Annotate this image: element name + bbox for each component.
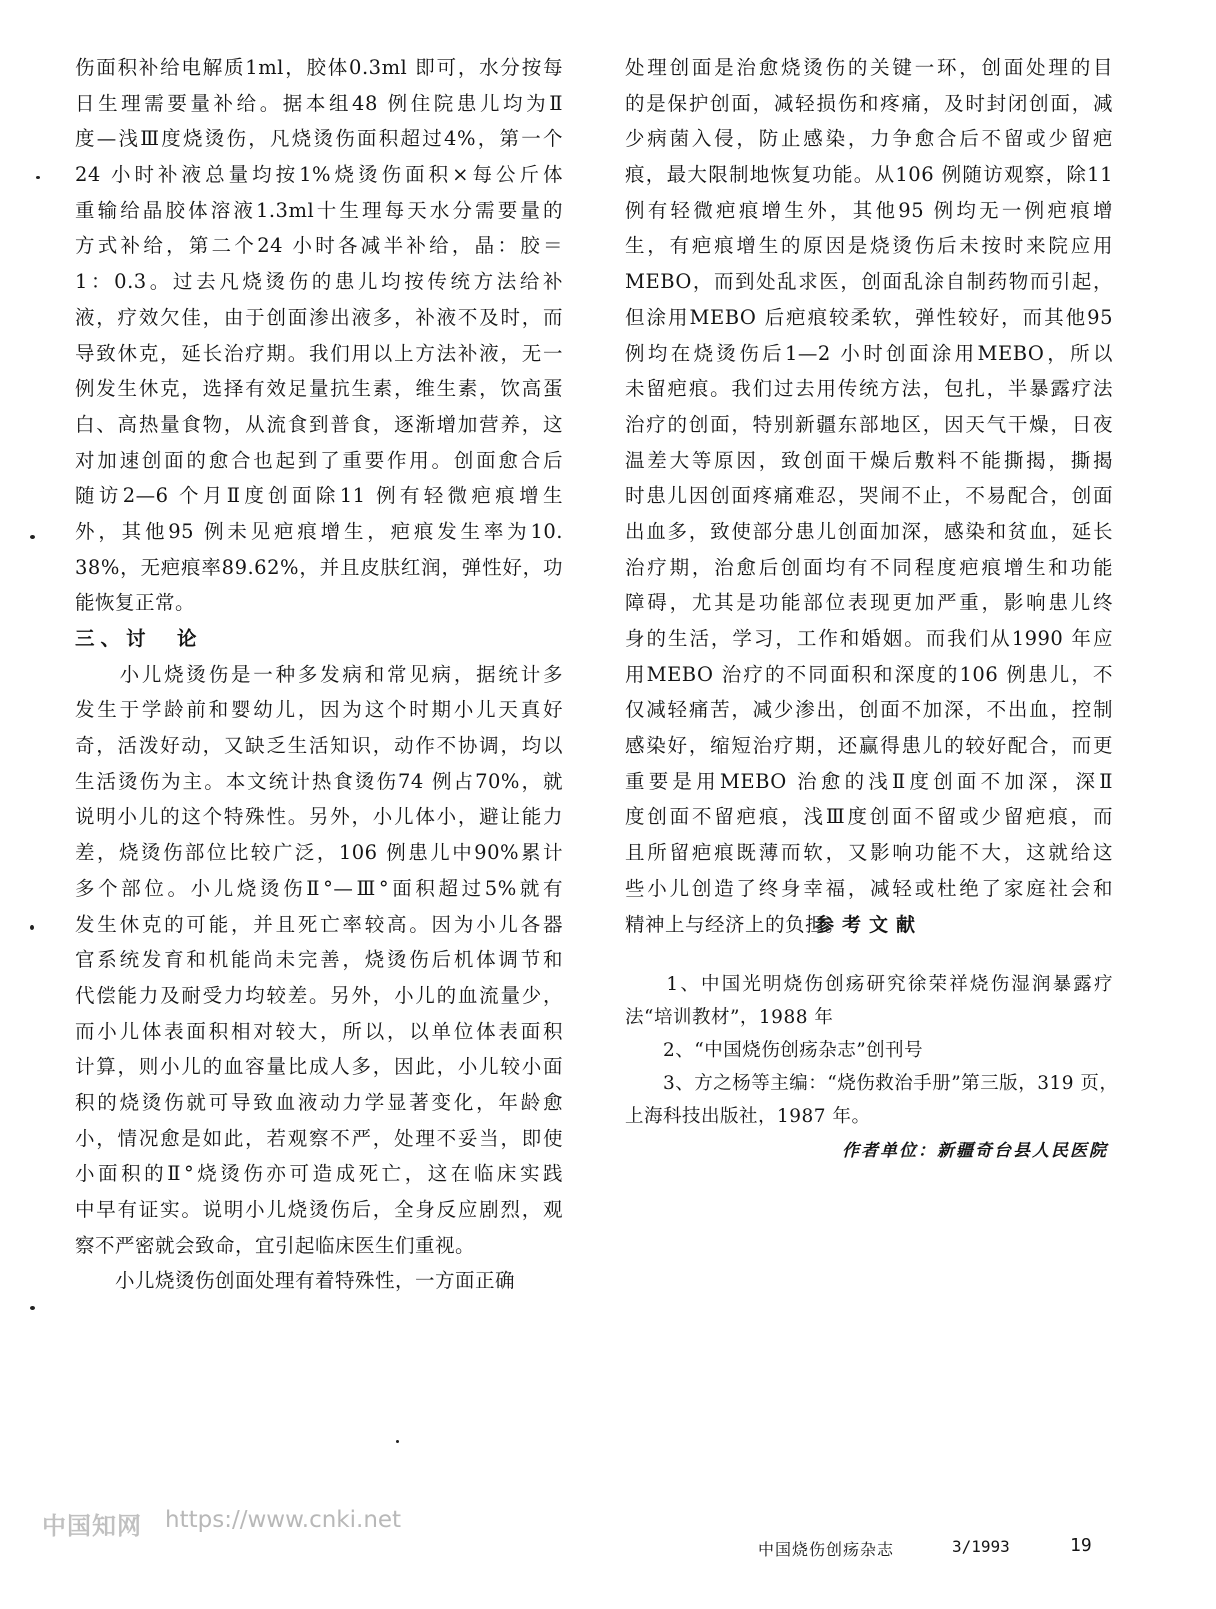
text-line: 液，疗效欠佳，由于创面渗出液多，补液不及时，而 <box>75 305 563 329</box>
text-line: 些小儿创造了终身幸福，减轻或杜绝了家庭社会和 <box>625 876 1113 900</box>
footer-journal-name: 中国烧伤创疡杂志 <box>758 1540 895 1559</box>
text-line: 温差大等原因，致创面干燥后敷料不能撕揭，撕揭 <box>625 448 1113 472</box>
text-line: 官系统发育和机能尚未完善，烧烫伤后机体调节和 <box>75 948 563 972</box>
reference-line: 1、中国光明烧伤创疡研究徐荣祥烧伤湿润暴露疗 <box>625 974 1113 995</box>
text-line: 但涂用MEBO 后疤痕较柔软，弹性较好，而其他95 <box>625 305 1113 329</box>
text-line: 38%，无疤痕率89.62%，并且皮肤红润，弹性好，功 <box>75 555 563 579</box>
text-line: 时患儿因创面疼痛难忍，哭闹不止，不易配合，创面 <box>625 484 1113 508</box>
text-line: 小儿烧烫伤是一种多发病和常见病，据统计多 <box>75 662 563 686</box>
text-line: 小面积的Ⅱ°烧烫伤亦可造成死亡，这在临床实践 <box>75 1162 563 1186</box>
text-line: 24 小时补液总量均按1%烧烫伤面积×每公斤体 <box>75 163 563 187</box>
text-line: 少病菌入侵，防止感染，力争愈合后不留或少留疤 <box>625 127 1113 151</box>
text-line: 精神上与经济上的负担。 <box>625 912 846 936</box>
text-line: MEBO，而到处乱求医，创面乱涂自制药物而引起， <box>625 270 1113 294</box>
footer-issue: 3/1993 <box>952 1537 1010 1556</box>
reference-line: 上海科技出版社，1987 年。 <box>625 1106 871 1127</box>
text-line: 方式补给，第二个24 小时各减半补给，晶：胶＝ <box>75 234 563 258</box>
text-line: 例发生休克，选择有效足量抗生素，维生素，饮高蛋 <box>75 377 563 401</box>
text-line: 导致休克，延长治疗期。我们用以上方法补液，无一 <box>75 341 563 365</box>
scan-speck <box>30 1306 35 1310</box>
text-line: 治疗期，治愈后创面均有不同程度疤痕增生和功能 <box>625 555 1113 579</box>
references-title: 参考文献 <box>814 914 923 936</box>
text-line: 小，情况愈是如此，若观察不严，处理不妥当，即使 <box>75 1126 563 1150</box>
text-line: 且所留疤痕既薄而软，又影响功能不大，这就给这 <box>625 841 1113 865</box>
text-line: 痕，最大限制地恢复功能。从106 例随访观察，除11 <box>625 163 1113 187</box>
text-line: 小儿烧烫伤创面处理有着特殊性，一方面正确 <box>75 1269 516 1293</box>
left-text-column <box>75 50 563 1299</box>
text-line: 感染好，缩短治疗期，还赢得患儿的较好配合，而更 <box>625 734 1113 758</box>
text-line: 的是保护创面，减轻损伤和疼痛，及时封闭创面，减 <box>625 91 1113 115</box>
text-line: 察不严密就会致命，宜引起临床医生们重视。 <box>75 1233 476 1257</box>
text-line: 发生于学龄前和婴幼儿，因为这个时期小儿天真好 <box>75 698 563 722</box>
text-line: 处理创面是治愈烧烫伤的关键一环，创面处理的目 <box>625 56 1113 79</box>
text-line: 积的烧烫伤就可导致血液动力学显著变化，年龄愈 <box>75 1090 563 1114</box>
text-line: 1：0.3。过去凡烧烫伤的患儿均按传统方法给补 <box>75 270 563 294</box>
text-line: 用MEBO 治疗的不同面积和深度的106 例患儿，不 <box>625 662 1113 686</box>
text-line: 外，其他95 例未见疤痕增生，疤痕发生率为10. <box>75 519 563 543</box>
text-line: 重输给晶胶体溶液1.3ml十生理每天水分需要量的 <box>75 198 563 222</box>
text-line: 白、高热量食物，从流食到普食，逐渐增加营养，这 <box>75 412 563 436</box>
section-heading: 三、讨 论 <box>75 627 203 650</box>
text-line: 例有轻微疤痕增生外，其他95 例均无一例疤痕增 <box>625 198 1113 222</box>
text-line: 障碍，尤其是功能部位表现更加严重，影响患儿终 <box>625 591 1113 615</box>
reference-line: 法“培训教材”，1988 年 <box>625 1007 834 1028</box>
text-line: 奇，活泼好动，又缺乏生活知识，动作不协调，均以 <box>75 734 563 758</box>
text-line: 差，烧烫伤部位比较广泛，106 例患儿中90%累计 <box>75 841 563 865</box>
right-text-column <box>625 50 1113 942</box>
text-line: 计算，则小儿的血容量比成人多，因此，小儿较小面 <box>75 1055 563 1079</box>
text-line: 度创面不留疤痕，浅Ⅲ度创面不留或少留疤痕，而 <box>625 805 1113 829</box>
text-line: 随访2—6 个月Ⅱ度创面除11 例有轻微疤痕增生 <box>75 484 563 508</box>
scan-speck <box>30 925 34 930</box>
text-line: 说明小儿的这个特殊性。另外，小儿体小，避让能力 <box>75 805 563 829</box>
scan-speck <box>396 1440 399 1443</box>
author-affiliation: 作者单位：新疆奇台县人民医院 <box>842 1141 1108 1161</box>
text-line: 出血多，致使部分患儿创面加深，感染和贫血，延长 <box>625 519 1113 543</box>
text-line: 身的生活，学习，工作和婚姻。而我们从1990 年应 <box>625 627 1113 650</box>
references-list <box>625 968 1119 1133</box>
text-line: 对加速创面的愈合也起到了重要作用。创面愈合后 <box>75 448 563 472</box>
text-line: 重要是用MEBO 治愈的浅Ⅱ度创面不加深，深Ⅱ <box>625 769 1113 793</box>
text-line: 仅减轻痛苦，减少渗出，创面不加深，不出血，控制 <box>625 698 1113 722</box>
reference-line: 3、方之杨等主编：“烧伤救治手册”第三版，319 页， <box>625 1073 1119 1094</box>
text-line: 发生休克的可能，并且死亡率较高。因为小儿各器 <box>75 912 563 936</box>
text-line: 代偿能力及耐受力均较差。另外，小儿的血流量少， <box>75 983 563 1007</box>
text-line: 生活烫伤为主。本文统计热食烫伤74 例占70%，就 <box>75 769 563 793</box>
text-line: 日生理需要量补给。据本组48 例住院患儿均为Ⅱ <box>75 91 563 115</box>
scan-speck <box>30 535 35 539</box>
text-line: 而小儿体表面积相对较大，所以，以单位体表面积 <box>75 1019 563 1043</box>
text-line: 生，有疤痕增生的原因是烧烫伤后未按时来院应用 <box>625 234 1113 258</box>
footer-page-number: 19 <box>1070 1535 1092 1556</box>
scan-speck <box>36 176 40 179</box>
reference-line: 2、“中国烧伤创疡杂志”创刊号 <box>625 1040 924 1061</box>
text-line: 未留疤痕。我们过去用传统方法，包扎，半暴露疗法 <box>625 377 1113 401</box>
text-line: 能恢复正常。 <box>75 591 196 615</box>
cnki-watermark-logo: 中国知网 <box>42 1512 142 1540</box>
text-line: 例均在烧烫伤后1—2 小时创面涂用MEBO，所以 <box>625 341 1113 365</box>
text-line: 多个部位。小儿烧烫伤Ⅱ°—Ⅲ°面积超过5%就有 <box>75 876 563 900</box>
text-line: 伤面积补给电解质1ml，胶体0.3ml 即可，水分按每 <box>75 56 563 79</box>
cnki-watermark-url[interactable]: https://www.cnki.net <box>165 1507 402 1533</box>
text-line: 度—浅Ⅲ度烧烫伤，凡烧烫伤面积超过4%，第一个 <box>75 127 563 151</box>
text-line: 中早有证实。说明小儿烧烫伤后，全身反应剧烈，观 <box>75 1198 563 1221</box>
text-line: 治疗的创面，特别新疆东部地区，因天气干燥，日夜 <box>625 412 1113 436</box>
